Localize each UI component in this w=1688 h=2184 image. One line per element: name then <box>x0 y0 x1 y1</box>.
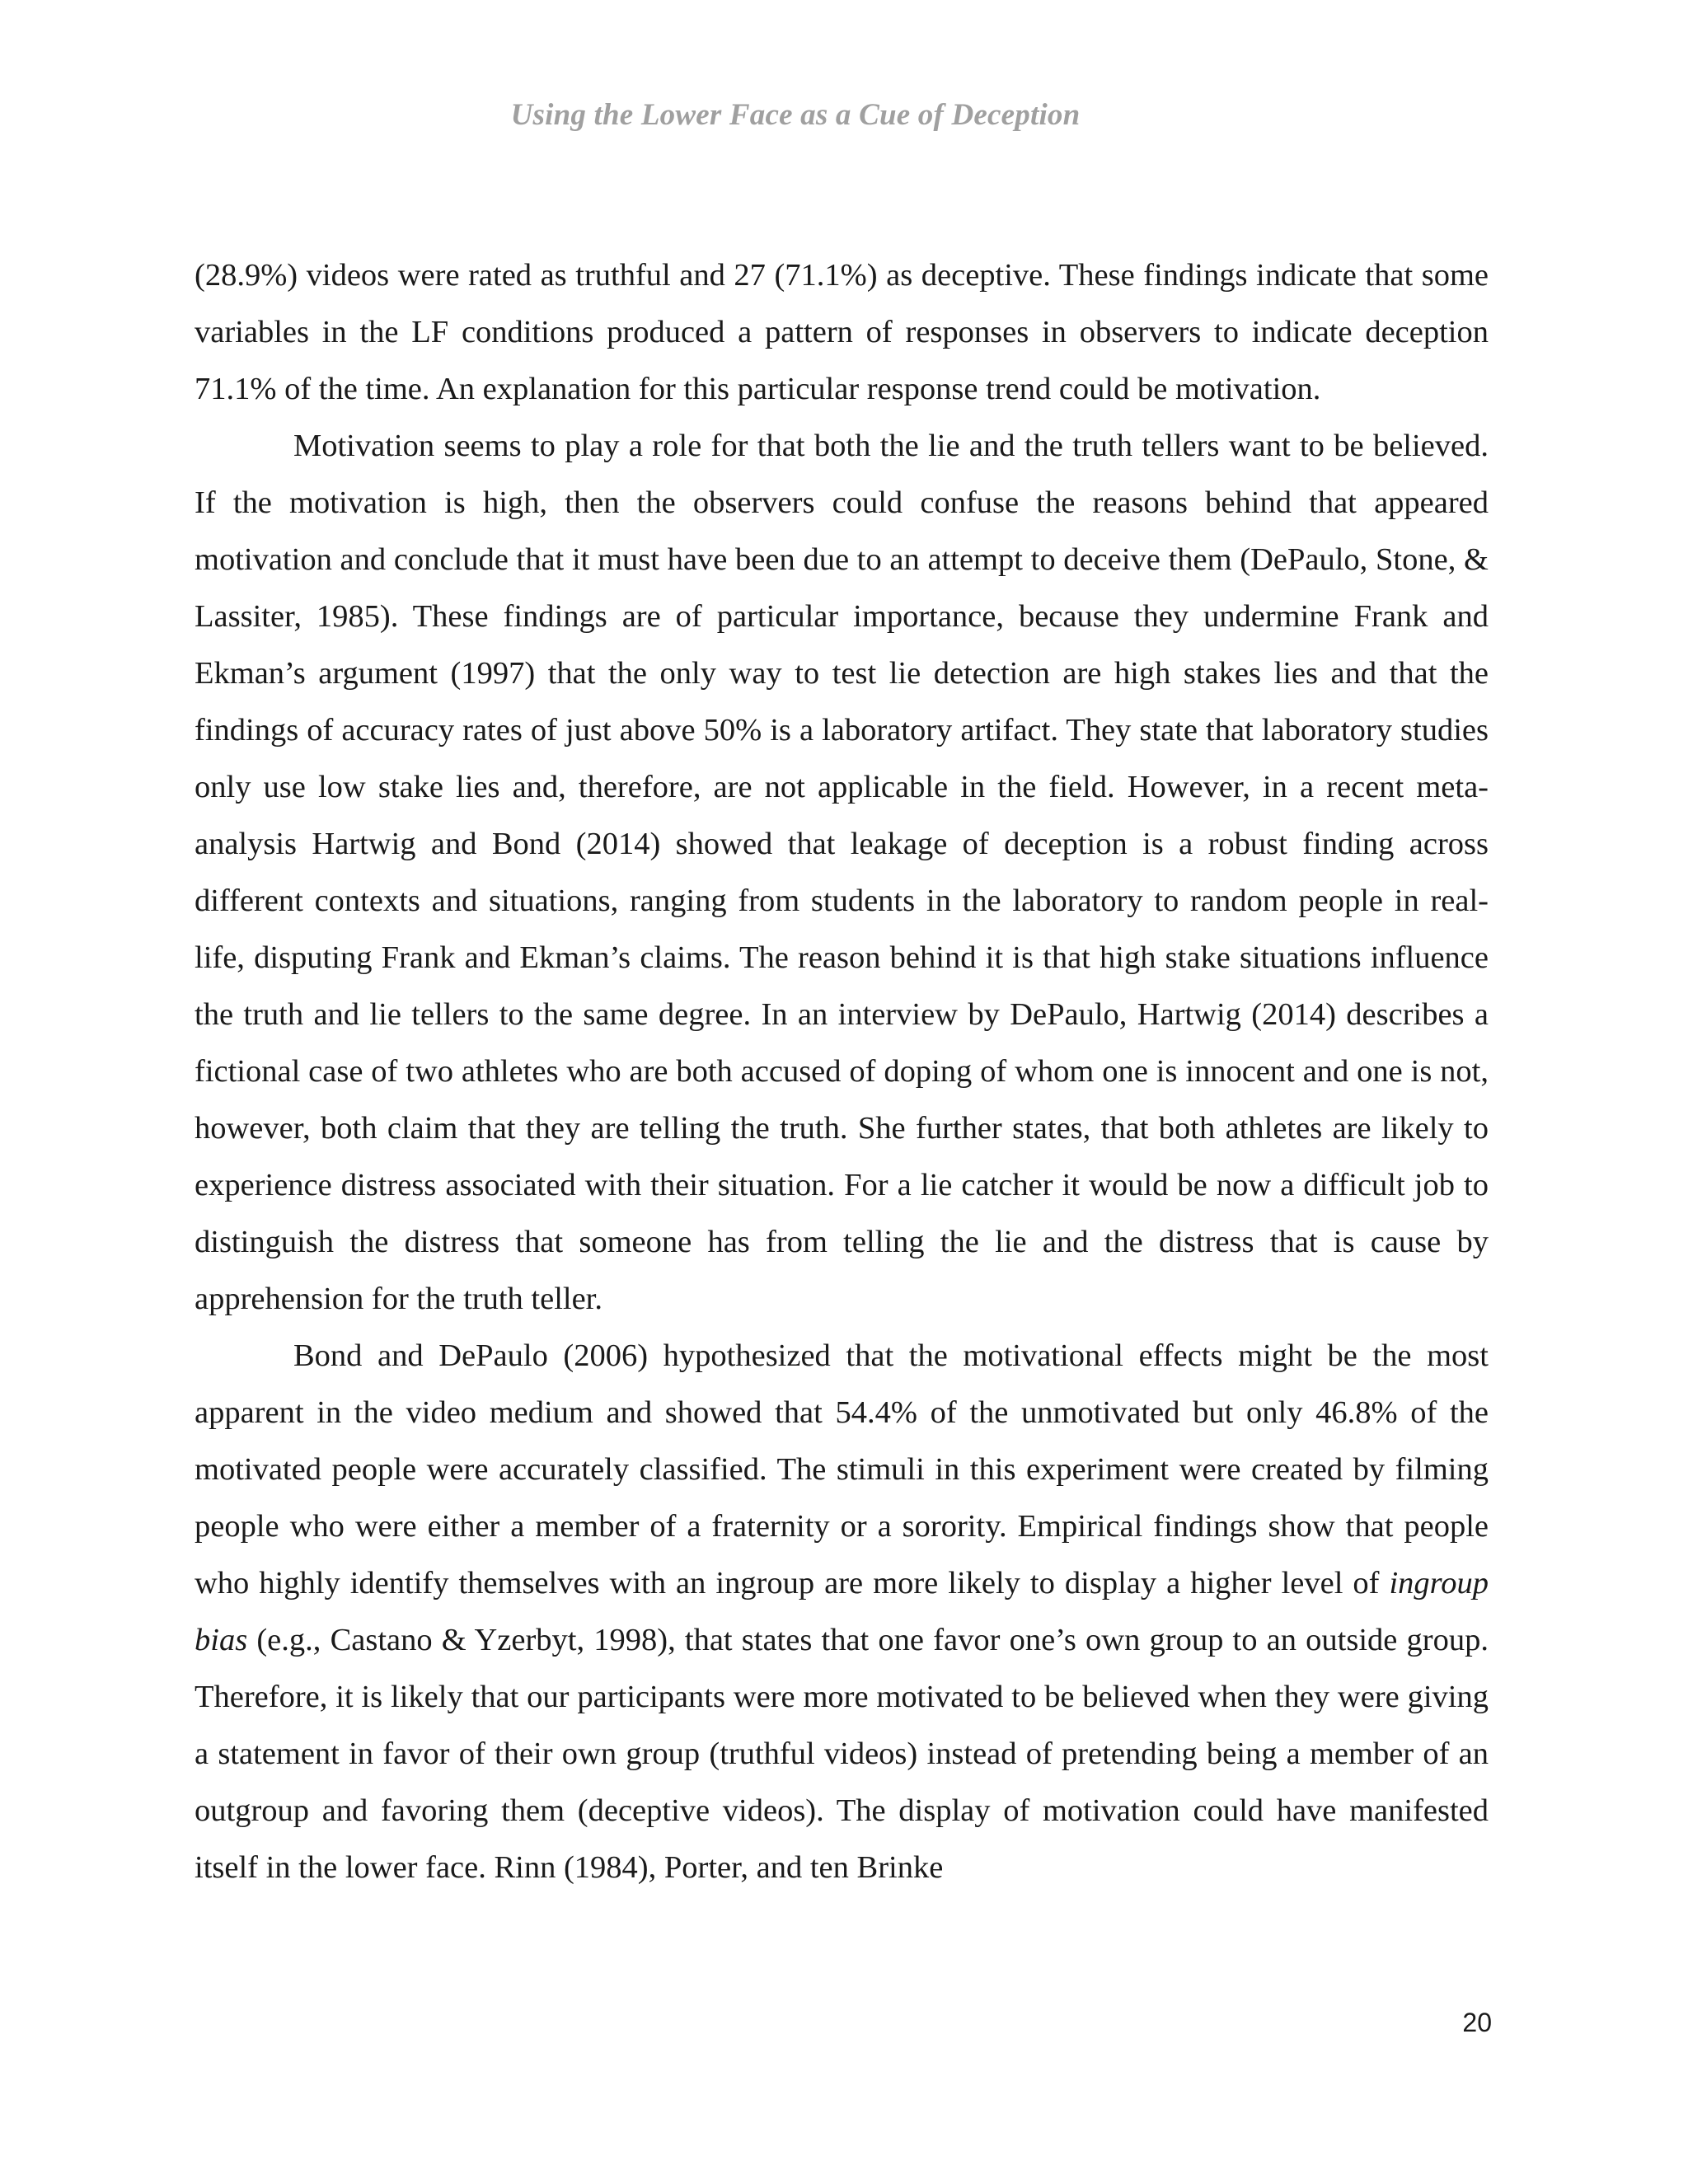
emphasized-term: ingroup bias <box>195 1566 1489 1657</box>
paragraph-3 <box>195 1328 1489 1896</box>
paragraph-3-text-start: Bond and DePaulo (2006) hypothesized that the motivational effects might be the most apparent in the video medium and showed that 54.4% of the unmotivated but only 46.8% of the motivated people were accurately classified. The stimuli in this experiment were created by filming people who were either a member of a fraternity or a sorority. Empirical findings show that people who highly identify themselves with an ingroup are more likely to display a higher level of <box>195 1338 1489 1601</box>
paragraph-1: (28.9%) videos were rated as truthful and 27 (71.1%) as deceptive. These findings indicate that some variables in the LF conditions produced a pattern of responses in observers to indicate deception 71.1% of the time. An explanation for this particular response trend could be motivation. <box>195 258 1489 406</box>
paragraph-2: Motivation seems to play a role for that both the lie and the truth tellers want to be believed. If the motivation is high, then the observers could confuse the reasons behind that appeared motivation and conclude that it must have been due to an attempt to deceive them (DePaulo, Stone, & Lassiter, 1985). These findings are of particular importance, because they undermine Frank and Ekman’s argument (1997) that the only way to test lie detection are high stakes lies and that the findings of accuracy rates of just above 50% is a laboratory artifact. They state that laboratory studies only use low stake lies and, therefore, are not applicable in the field. However, in a recent meta- analysis Hartwig and Bond (2014) showed that leakage of deception is a robust finding across different contexts and situations, ranging from students in the laboratory to random people in real- life, disputing Frank and Ekman’s claims. The reason behind it is that high stake situations influence the truth and lie tellers to the same degree. In an interview by DePaulo, Hartwig (2014) describes a fictional case of two athletes who are both accused of doping of whom one is innocent and one is not, however, both claim that they are telling the truth. She further states, that both athletes are likely to experience distress associated with their situation. For a lie catcher it would be now a difficult job to distinguish the distress that someone has from telling the lie and the distress that is cause by apprehension for the truth teller. <box>195 429 1489 1316</box>
running-header: Using the Lower Face as a Cue of Deception <box>510 98 1081 132</box>
body-text <box>195 247 1489 1896</box>
paragraph-3-text-end: (e.g., Castano & Yzerbyt, 1998), that states that one favor one’s own group to an outside group. Therefore, it is likely that our participants were more motivated to be believed when they were giving a statement in favor of their own group (truthful videos) instead of pretending being a member of an outgroup and favoring them (deceptive videos). The display of motivation could have manifested itself in the lower face. Rinn (1984), Porter, and ten Brinke <box>195 1623 1489 1885</box>
page-number: 20 <box>1462 2008 1492 2037</box>
